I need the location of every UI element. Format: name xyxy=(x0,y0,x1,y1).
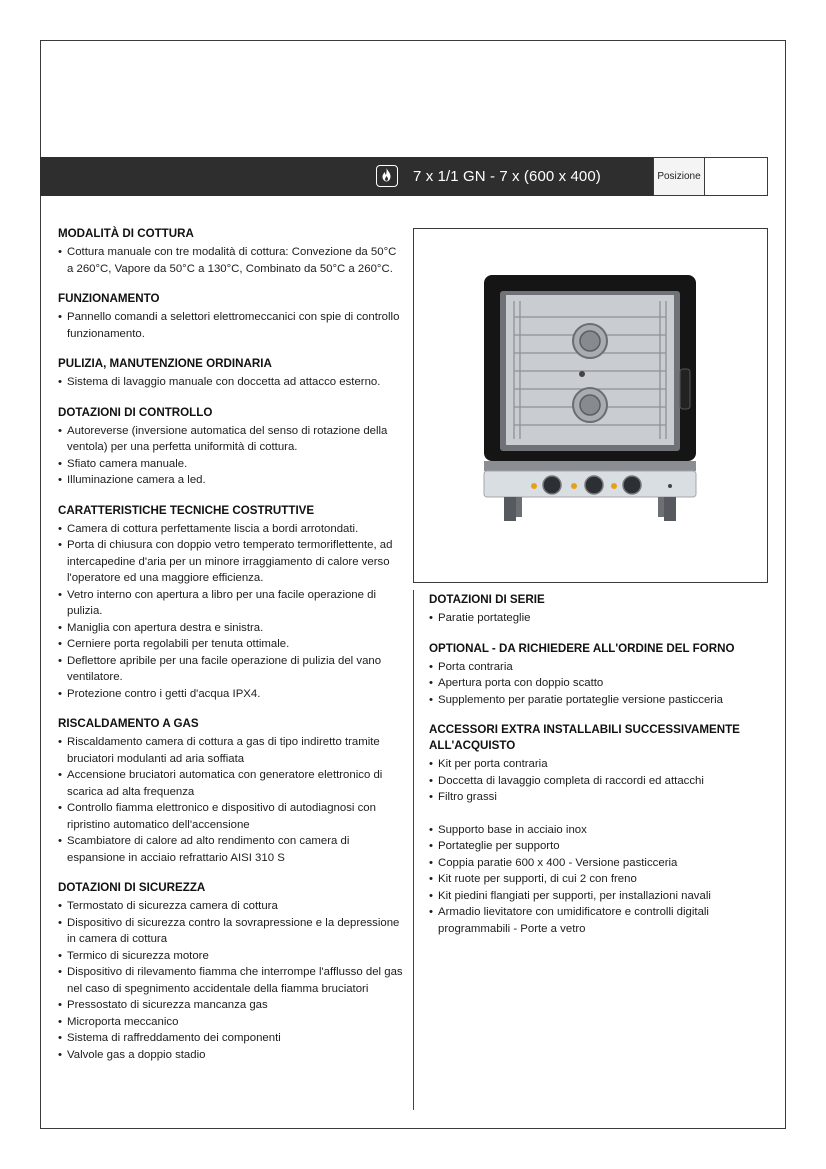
list-item: • Cerniere porta regolabili per tenuta ottimale. xyxy=(58,636,403,653)
section-gas-heating xyxy=(58,716,403,866)
list-item: • Sistema di raffreddamento dei componenti xyxy=(58,1030,403,1047)
list-item: • Doccetta di lavaggio completa di raccordi ed attacchi xyxy=(429,773,769,790)
list-item: • Termico di sicurezza motore xyxy=(58,948,403,965)
section-title: RISCALDAMENTO A GAS xyxy=(58,717,199,730)
list-item: • Filtro grassi xyxy=(429,789,769,806)
section-title: DOTAZIONI DI CONTROLLO xyxy=(58,405,213,419)
section-operation xyxy=(58,291,403,342)
list-item: • Kit piedini flangiati per supporti, per installazioni navali xyxy=(429,888,769,905)
section-title: PULIZIA, MANUTENZIONE ORDINARIA xyxy=(58,357,272,370)
list-item: • Supporto base in acciaio inox xyxy=(429,822,769,839)
list-item: • Microporta meccanico xyxy=(58,1014,403,1031)
list-item: • Kit ruote per supporti, di cui 2 con freno xyxy=(429,871,769,888)
list-item: • Autoreverse (inversione automatica del senso di rotazione della ventola) per una perfetta uniformità di cottura. xyxy=(58,423,403,456)
section-optional xyxy=(429,641,769,709)
list-item: • Camera di cottura perfettamente liscia a bordi arrotondati. xyxy=(58,521,403,538)
list-item: • Dispositivo di sicurezza contro la sovrapressione e la depressione in camera di cottura xyxy=(58,915,403,948)
list-item: • Paratie portateglie xyxy=(429,610,769,627)
list-item: • Sfiato camera manuale. xyxy=(58,456,403,473)
section-cleaning xyxy=(58,356,403,391)
list-item: • Termostato di sicurezza camera di cottura xyxy=(58,898,403,915)
section-title: DOTAZIONI DI SERIE xyxy=(429,593,545,606)
section-standard-equipment xyxy=(429,592,769,627)
list-item: • Pressostato di sicurezza mancanza gas xyxy=(58,997,403,1014)
list-item: • Apertura porta con doppio scatto xyxy=(429,675,769,692)
list-item: • Pannello comandi a selettori elettromeccanici con spie di controllo funzionamento. xyxy=(58,309,403,342)
section-title: OPTIONAL - DA RICHIEDERE ALL'ORDINE DEL FORNO xyxy=(429,641,735,655)
position-field[interactable] xyxy=(704,157,768,196)
section-title: MODALITÀ DI COTTURA xyxy=(58,227,194,240)
list-item: • Porta contraria xyxy=(429,659,769,676)
list-item: • Armadio lievitatore con umidificatore e controlli digitali programmabili - Porte a vetro xyxy=(429,904,769,937)
list-item: • Supplemento per paratie portateglie versione pasticceria xyxy=(429,692,769,709)
product-title: 7 x 1/1 GN - 7 x (600 x 400) xyxy=(413,168,601,185)
flame-icon xyxy=(376,165,398,187)
list-item: • Accensione bruciatori automatica con generatore elettronico di scarica ad alta frequenza xyxy=(58,767,403,800)
list-item: • Cottura manuale con tre modalità di cottura: Convezione da 50°C a 260°C, Vapore da 50°C a 130°C, Combinato da 50°C a 260°C. xyxy=(58,244,403,277)
section-title: DOTAZIONI DI SICUREZZA xyxy=(58,881,206,894)
list-item: • Riscaldamento camera di cottura a gas di tipo indiretto tramite bruciatori modulanti ad aria soffiata xyxy=(58,734,403,767)
list-item: • Maniglia con apertura destra e sinistra. xyxy=(58,620,403,637)
list-item: • Portateglie per supporto xyxy=(429,838,769,855)
combi-oven-image xyxy=(414,229,767,582)
section-construction xyxy=(58,503,403,703)
list-item: • Coppia paratie 600 x 400 - Versione pasticceria xyxy=(429,855,769,872)
product-image-frame xyxy=(413,228,768,583)
list-item: • Protezione contro i getti d'acqua IPX4. xyxy=(58,686,403,703)
section-title: CARATTERISTICHE TECNICHE COSTRUTTIVE xyxy=(58,503,315,517)
section-cooking-modes xyxy=(58,226,403,277)
list-item: • Deflettore apribile per una facile operazione di pulizia del vano ventilatore. xyxy=(58,653,403,686)
section-title: FUNZIONAMENTO xyxy=(58,292,160,305)
list-item: • Scambiatore di calore ad alto rendimento con camera di espansione in acciaio refrattario AISI 310 S xyxy=(58,833,403,866)
section-extra-accessories xyxy=(429,722,769,937)
list-item: • Dispositivo di rilevamento fiamma che interrompe l'afflusso del gas nel caso di spegnimento accidentale della fiamma bruciatori xyxy=(58,964,403,997)
right-column xyxy=(429,592,769,951)
section-safety xyxy=(58,880,403,1063)
column-divider xyxy=(413,590,414,1110)
list-item: • Illuminazione camera a led. xyxy=(58,472,403,489)
section-title: ACCESSORI EXTRA INSTALLABILI SUCCESSIVAMENTE ALL'ACQUISTO xyxy=(429,723,740,752)
position-label: Posizione xyxy=(653,157,705,196)
list-item: • Kit per porta contraria xyxy=(429,756,769,773)
list-item: • Valvole gas a doppio stadio xyxy=(58,1047,403,1064)
list-item: • Vetro interno con apertura a libro per una facile operazione di pulizia. xyxy=(58,587,403,620)
list-item: • Controllo fiamma elettronico e dispositivo di autodiagnosi con ripristino automatico dell'accensione xyxy=(58,800,403,833)
left-column xyxy=(58,226,403,1077)
section-controls xyxy=(58,405,403,489)
list-item: • Porta di chiusura con doppio vetro temperato termoriflettente, ad intercapedine d'aria per un minore irraggiamento di calore verso l'operatore ed una maggiore efficienza. xyxy=(58,537,403,587)
list-item: • Sistema di lavaggio manuale con doccetta ad attacco esterno. xyxy=(58,374,403,391)
